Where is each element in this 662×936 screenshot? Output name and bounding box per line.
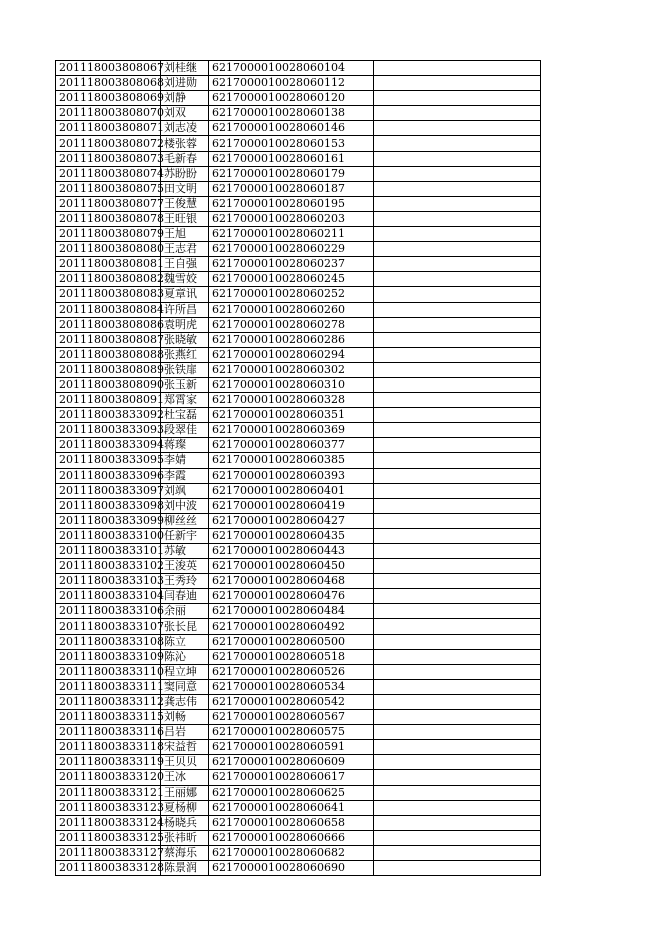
student-id-cell[interactable]: 201118003833121 (56, 785, 161, 800)
student-id-cell[interactable]: 201118003808078 (56, 211, 161, 226)
student-id-cell[interactable]: 201118003808070 (56, 106, 161, 121)
note-cell[interactable] (374, 211, 541, 226)
name-cell[interactable]: 柳丝丝 (161, 513, 209, 528)
table-row (56, 664, 541, 679)
name-cell[interactable]: 蒋璨 (161, 438, 209, 453)
account-number-cell[interactable]: 6217000010028060104 (209, 61, 374, 76)
table-row (56, 362, 541, 377)
account-number-cell[interactable]: 6217000010028060666 (209, 830, 374, 845)
name-cell[interactable]: 陈立 (161, 634, 209, 649)
table-row (56, 302, 541, 317)
account-number-cell[interactable]: 6217000010028060401 (209, 483, 374, 498)
table-row (56, 242, 541, 257)
student-id-cell[interactable]: 201118003808091 (56, 393, 161, 408)
student-id-cell[interactable]: 201118003808090 (56, 377, 161, 392)
name-cell[interactable]: 刘进勋 (161, 76, 209, 91)
student-id-cell[interactable]: 201118003808072 (56, 136, 161, 151)
student-id-cell[interactable]: 201118003833123 (56, 800, 161, 815)
table-row (56, 136, 541, 151)
student-id-cell[interactable]: 201118003833093 (56, 423, 161, 438)
note-cell[interactable] (374, 121, 541, 136)
name-cell[interactable]: 王旭 (161, 227, 209, 242)
student-id-cell[interactable]: 201118003833096 (56, 468, 161, 483)
student-id-cell[interactable]: 201118003833103 (56, 574, 161, 589)
table-row (56, 498, 541, 513)
student-id-cell[interactable]: 201118003808067 (56, 61, 161, 76)
table-row (56, 634, 541, 649)
account-number-cell[interactable]: 6217000010028060617 (209, 770, 374, 785)
note-cell[interactable] (374, 76, 541, 91)
account-number-cell[interactable]: 6217000010028060419 (209, 498, 374, 513)
note-cell[interactable] (374, 604, 541, 619)
account-number-cell[interactable]: 6217000010028060500 (209, 634, 374, 649)
note-cell[interactable] (374, 166, 541, 181)
note-cell[interactable] (374, 815, 541, 830)
note-cell[interactable] (374, 302, 541, 317)
student-id-cell[interactable]: 201118003833116 (56, 725, 161, 740)
table-row (56, 211, 541, 226)
student-id-cell[interactable]: 201118003833097 (56, 483, 161, 498)
name-cell[interactable]: 刘畅 (161, 710, 209, 725)
table-row (56, 845, 541, 860)
table-row (56, 468, 541, 483)
name-cell[interactable]: 程立坤 (161, 664, 209, 679)
table-row (56, 347, 541, 362)
name-cell[interactable]: 李霞 (161, 468, 209, 483)
table-row (56, 800, 541, 815)
student-id-cell[interactable]: 201118003833120 (56, 770, 161, 785)
student-id-cell[interactable]: 201118003808071 (56, 121, 161, 136)
account-number-cell[interactable]: 6217000010028060435 (209, 528, 374, 543)
note-cell[interactable] (374, 362, 541, 377)
name-cell[interactable]: 王旺银 (161, 211, 209, 226)
name-cell[interactable]: 王秀玲 (161, 574, 209, 589)
name-cell[interactable]: 刘中波 (161, 498, 209, 513)
table-row (56, 830, 541, 845)
account-number-cell[interactable]: 6217000010028060351 (209, 408, 374, 423)
table-row (56, 694, 541, 709)
account-number-cell[interactable]: 6217000010028060211 (209, 227, 374, 242)
name-cell[interactable]: 张祎昕 (161, 830, 209, 845)
account-number-cell[interactable]: 6217000010028060658 (209, 815, 374, 830)
note-cell[interactable] (374, 317, 541, 332)
note-cell[interactable] (374, 242, 541, 257)
account-number-cell[interactable]: 6217000010028060252 (209, 287, 374, 302)
student-id-cell[interactable]: 201118003833124 (56, 815, 161, 830)
student-id-cell[interactable]: 201118003833115 (56, 710, 161, 725)
student-id-cell[interactable]: 201118003808089 (56, 362, 161, 377)
table-row (56, 589, 541, 604)
table-row (56, 619, 541, 634)
student-id-cell[interactable]: 201118003833108 (56, 634, 161, 649)
table-row (56, 181, 541, 196)
name-cell[interactable]: 王俊慧 (161, 196, 209, 211)
note-cell[interactable] (374, 377, 541, 392)
name-cell[interactable]: 刘双 (161, 106, 209, 121)
account-number-cell[interactable]: 6217000010028060518 (209, 649, 374, 664)
note-cell[interactable] (374, 483, 541, 498)
account-number-cell[interactable]: 6217000010028060625 (209, 785, 374, 800)
name-cell[interactable]: 王浚英 (161, 559, 209, 574)
student-id-cell[interactable]: 201118003808088 (56, 347, 161, 362)
table-row (56, 453, 541, 468)
account-number-cell[interactable]: 6217000010028060567 (209, 710, 374, 725)
account-number-cell[interactable]: 6217000010028060393 (209, 468, 374, 483)
name-cell[interactable]: 余丽 (161, 604, 209, 619)
account-number-cell[interactable]: 6217000010028060294 (209, 347, 374, 362)
note-cell[interactable] (374, 770, 541, 785)
name-cell[interactable]: 许所昌 (161, 302, 209, 317)
student-id-cell[interactable]: 201118003808079 (56, 227, 161, 242)
name-cell[interactable]: 杨晓兵 (161, 815, 209, 830)
account-number-cell[interactable]: 6217000010028060641 (209, 800, 374, 815)
student-id-cell[interactable]: 201118003808086 (56, 317, 161, 332)
note-cell[interactable] (374, 830, 541, 845)
name-cell[interactable]: 刘飒 (161, 483, 209, 498)
student-id-cell[interactable]: 201118003833102 (56, 559, 161, 574)
name-cell[interactable]: 郑霄家 (161, 393, 209, 408)
student-id-cell[interactable]: 201118003833104 (56, 589, 161, 604)
note-cell[interactable] (374, 106, 541, 121)
table-row (56, 860, 541, 875)
table-row (56, 227, 541, 242)
table-row (56, 710, 541, 725)
note-cell[interactable] (374, 151, 541, 166)
name-cell[interactable]: 陈沁 (161, 649, 209, 664)
table-row (56, 76, 541, 91)
note-cell[interactable] (374, 679, 541, 694)
account-number-cell[interactable]: 6217000010028060179 (209, 166, 374, 181)
note-cell[interactable] (374, 393, 541, 408)
note-cell[interactable] (374, 800, 541, 815)
note-cell[interactable] (374, 423, 541, 438)
name-cell[interactable]: 张长昆 (161, 619, 209, 634)
note-cell[interactable] (374, 664, 541, 679)
student-id-cell[interactable]: 201118003833118 (56, 740, 161, 755)
note-cell[interactable] (374, 544, 541, 559)
student-id-cell[interactable]: 201118003833128 (56, 860, 161, 875)
note-cell[interactable] (374, 559, 541, 574)
account-number-cell[interactable]: 6217000010028060427 (209, 513, 374, 528)
table-row (56, 740, 541, 755)
account-number-cell[interactable]: 6217000010028060120 (209, 91, 374, 106)
account-number-cell[interactable]: 6217000010028060286 (209, 332, 374, 347)
account-number-cell[interactable]: 6217000010028060690 (209, 860, 374, 875)
name-cell[interactable]: 毛新春 (161, 151, 209, 166)
account-number-cell[interactable]: 6217000010028060609 (209, 755, 374, 770)
account-number-cell[interactable]: 6217000010028060278 (209, 317, 374, 332)
note-cell[interactable] (374, 574, 541, 589)
student-id-cell[interactable]: 201118003833092 (56, 408, 161, 423)
table-row (56, 393, 541, 408)
account-number-cell[interactable]: 6217000010028060302 (209, 362, 374, 377)
student-id-cell[interactable]: 201118003833101 (56, 544, 161, 559)
note-cell[interactable] (374, 287, 541, 302)
name-cell[interactable]: 李婧 (161, 453, 209, 468)
note-cell[interactable] (374, 91, 541, 106)
note-cell[interactable] (374, 181, 541, 196)
student-id-cell[interactable]: 201118003833111 (56, 679, 161, 694)
table-row (56, 91, 541, 106)
table-row (56, 815, 541, 830)
table-row (56, 559, 541, 574)
name-cell[interactable]: 王志君 (161, 242, 209, 257)
student-id-cell[interactable]: 201118003808069 (56, 91, 161, 106)
note-cell[interactable] (374, 860, 541, 875)
account-number-cell[interactable]: 6217000010028060237 (209, 257, 374, 272)
student-id-cell[interactable]: 201118003833099 (56, 513, 161, 528)
note-cell[interactable] (374, 136, 541, 151)
name-cell[interactable]: 楼张蓉 (161, 136, 209, 151)
table-body (56, 61, 541, 876)
name-cell[interactable]: 王丽娜 (161, 785, 209, 800)
table-row (56, 725, 541, 740)
student-id-cell[interactable]: 201118003808081 (56, 257, 161, 272)
account-number-cell[interactable]: 6217000010028060682 (209, 845, 374, 860)
account-number-cell[interactable]: 6217000010028060229 (209, 242, 374, 257)
name-cell[interactable]: 苏盼盼 (161, 166, 209, 181)
student-id-cell[interactable]: 201118003833110 (56, 664, 161, 679)
student-id-cell[interactable]: 201118003808068 (56, 76, 161, 91)
student-id-cell[interactable]: 201118003808084 (56, 302, 161, 317)
student-id-cell[interactable]: 201118003833125 (56, 830, 161, 845)
table-row (56, 438, 541, 453)
note-cell[interactable] (374, 694, 541, 709)
student-id-cell[interactable]: 201118003833095 (56, 453, 161, 468)
name-cell[interactable]: 夏章讯 (161, 287, 209, 302)
account-number-cell[interactable]: 6217000010028060385 (209, 453, 374, 468)
table-row (56, 196, 541, 211)
student-id-cell[interactable]: 201118003833094 (56, 438, 161, 453)
table-row (56, 649, 541, 664)
table-row (56, 287, 541, 302)
student-id-cell[interactable]: 201118003833098 (56, 498, 161, 513)
name-cell[interactable]: 任新宇 (161, 528, 209, 543)
account-number-cell[interactable]: 6217000010028060476 (209, 589, 374, 604)
student-id-cell[interactable]: 201118003808087 (56, 332, 161, 347)
note-cell[interactable] (374, 845, 541, 860)
table-row (56, 106, 541, 121)
table-row (56, 755, 541, 770)
student-id-cell[interactable]: 201118003833106 (56, 604, 161, 619)
note-cell[interactable] (374, 740, 541, 755)
account-number-cell[interactable]: 6217000010028060492 (209, 619, 374, 634)
account-number-cell[interactable]: 6217000010028060203 (209, 211, 374, 226)
name-cell[interactable]: 田文明 (161, 181, 209, 196)
account-number-cell[interactable]: 6217000010028060377 (209, 438, 374, 453)
student-id-cell[interactable]: 201118003808083 (56, 287, 161, 302)
table-row (56, 483, 541, 498)
note-cell[interactable] (374, 528, 541, 543)
name-cell[interactable]: 段翠佳 (161, 423, 209, 438)
name-cell[interactable]: 王自强 (161, 257, 209, 272)
note-cell[interactable] (374, 468, 541, 483)
note-cell[interactable] (374, 196, 541, 211)
note-cell[interactable] (374, 408, 541, 423)
note-cell[interactable] (374, 332, 541, 347)
account-number-cell[interactable]: 6217000010028060591 (209, 740, 374, 755)
student-id-cell[interactable]: 201118003808074 (56, 166, 161, 181)
note-cell[interactable] (374, 634, 541, 649)
name-cell[interactable]: 魏雪姣 (161, 272, 209, 287)
table-row (56, 317, 541, 332)
account-number-cell[interactable]: 6217000010028060310 (209, 377, 374, 392)
note-cell[interactable] (374, 710, 541, 725)
name-cell[interactable]: 宋益哲 (161, 740, 209, 755)
account-number-cell[interactable]: 6217000010028060146 (209, 121, 374, 136)
account-number-cell[interactable]: 6217000010028060534 (209, 679, 374, 694)
table-row (56, 61, 541, 76)
table-row (56, 332, 541, 347)
account-number-cell[interactable]: 6217000010028060542 (209, 694, 374, 709)
account-number-cell[interactable]: 6217000010028060328 (209, 393, 374, 408)
note-cell[interactable] (374, 257, 541, 272)
table-row (56, 121, 541, 136)
note-cell[interactable] (374, 347, 541, 362)
student-id-cell[interactable]: 201118003833119 (56, 755, 161, 770)
student-id-cell[interactable]: 201118003808082 (56, 272, 161, 287)
name-cell[interactable]: 张晓敏 (161, 332, 209, 347)
name-cell[interactable]: 闫春迪 (161, 589, 209, 604)
table-row (56, 679, 541, 694)
account-number-cell[interactable]: 6217000010028060468 (209, 574, 374, 589)
name-cell[interactable]: 袁明虎 (161, 317, 209, 332)
name-cell[interactable]: 刘桂继 (161, 61, 209, 76)
name-cell[interactable]: 夏杨柳 (161, 800, 209, 815)
name-cell[interactable]: 杜宝磊 (161, 408, 209, 423)
note-cell[interactable] (374, 619, 541, 634)
table-row (56, 785, 541, 800)
table-row (56, 377, 541, 392)
account-number-cell[interactable]: 6217000010028060369 (209, 423, 374, 438)
note-cell[interactable] (374, 513, 541, 528)
note-cell[interactable] (374, 755, 541, 770)
name-cell[interactable]: 刘志凌 (161, 121, 209, 136)
name-cell[interactable]: 吕岩 (161, 725, 209, 740)
student-id-cell[interactable]: 201118003833109 (56, 649, 161, 664)
note-cell[interactable] (374, 272, 541, 287)
student-id-cell[interactable]: 201118003833100 (56, 528, 161, 543)
student-id-cell[interactable]: 201118003833107 (56, 619, 161, 634)
student-id-cell[interactable]: 201118003833127 (56, 845, 161, 860)
name-cell[interactable]: 蔡海乐 (161, 845, 209, 860)
name-cell[interactable]: 张燕红 (161, 347, 209, 362)
account-number-cell[interactable]: 6217000010028060450 (209, 559, 374, 574)
student-id-cell[interactable]: 201118003808073 (56, 151, 161, 166)
student-id-cell[interactable]: 201118003833112 (56, 694, 161, 709)
note-cell[interactable] (374, 589, 541, 604)
table-row (56, 408, 541, 423)
table-row (56, 151, 541, 166)
name-cell[interactable]: 陈景润 (161, 860, 209, 875)
note-cell[interactable] (374, 498, 541, 513)
account-number-cell[interactable]: 6217000010028060153 (209, 136, 374, 151)
table-row (56, 272, 541, 287)
table-row (56, 423, 541, 438)
note-cell[interactable] (374, 785, 541, 800)
student-id-cell[interactable]: 201118003808080 (56, 242, 161, 257)
name-cell[interactable]: 刘静 (161, 91, 209, 106)
table-row (56, 528, 541, 543)
table-row (56, 513, 541, 528)
note-cell[interactable] (374, 227, 541, 242)
account-number-cell[interactable]: 6217000010028060526 (209, 664, 374, 679)
account-number-cell[interactable]: 6217000010028060260 (209, 302, 374, 317)
account-number-cell[interactable]: 6217000010028060195 (209, 196, 374, 211)
name-cell[interactable]: 王贝贝 (161, 755, 209, 770)
note-cell[interactable] (374, 649, 541, 664)
note-cell[interactable] (374, 725, 541, 740)
table-row (56, 544, 541, 559)
name-cell[interactable]: 王冰 (161, 770, 209, 785)
account-number-cell[interactable]: 6217000010028060138 (209, 106, 374, 121)
name-cell[interactable]: 张铁扉 (161, 362, 209, 377)
table-row (56, 604, 541, 619)
table-row (56, 770, 541, 785)
table-row (56, 257, 541, 272)
name-cell[interactable]: 窦同意 (161, 679, 209, 694)
student-id-cell[interactable]: 201118003808075 (56, 181, 161, 196)
name-cell[interactable]: 张玉新 (161, 377, 209, 392)
account-number-cell[interactable]: 6217000010028060575 (209, 725, 374, 740)
account-number-cell[interactable]: 6217000010028060161 (209, 151, 374, 166)
name-cell[interactable]: 苏敏 (161, 544, 209, 559)
account-number-cell[interactable]: 6217000010028060187 (209, 181, 374, 196)
name-cell[interactable]: 龚志伟 (161, 694, 209, 709)
student-account-table (55, 60, 541, 876)
table-row (56, 166, 541, 181)
table-row (56, 574, 541, 589)
note-cell[interactable] (374, 61, 541, 76)
account-number-cell[interactable]: 6217000010028060245 (209, 272, 374, 287)
note-cell[interactable] (374, 453, 541, 468)
account-number-cell[interactable]: 6217000010028060443 (209, 544, 374, 559)
account-number-cell[interactable]: 6217000010028060112 (209, 76, 374, 91)
student-id-cell[interactable]: 201118003808077 (56, 196, 161, 211)
note-cell[interactable] (374, 438, 541, 453)
account-number-cell[interactable]: 6217000010028060484 (209, 604, 374, 619)
